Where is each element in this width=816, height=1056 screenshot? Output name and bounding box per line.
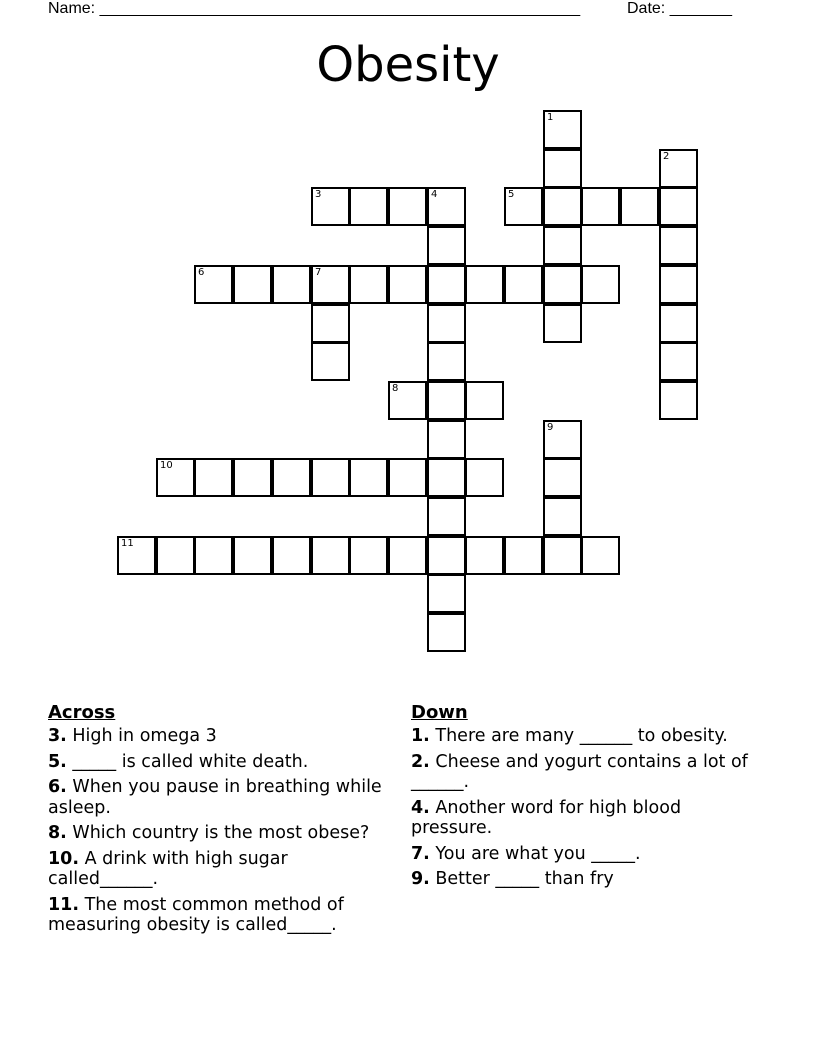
cell-number: 2 (663, 151, 670, 162)
clue-text: _____ is called white death. (66, 751, 309, 772)
grid-cell[interactable] (465, 265, 504, 304)
grid-cell[interactable] (311, 458, 350, 497)
grid-cell[interactable] (465, 536, 504, 575)
clue-number: 9. (411, 869, 430, 889)
clue-number: 10. (48, 848, 80, 869)
grid-cell[interactable] (659, 226, 698, 265)
grid-cell[interactable] (659, 149, 698, 188)
grid-cell[interactable] (349, 536, 388, 575)
grid-cell[interactable] (427, 342, 466, 381)
grid-cell[interactable] (156, 536, 195, 575)
across-heading: Across (48, 702, 116, 723)
grid-cell[interactable] (388, 187, 427, 226)
grid-cell[interactable] (504, 265, 543, 304)
clue-text: Another word for high blood pressure. (411, 797, 682, 838)
grid-cell[interactable] (581, 536, 620, 575)
grid-cell[interactable] (311, 187, 350, 226)
grid-cell[interactable] (427, 304, 466, 343)
grid-cell[interactable] (311, 304, 350, 343)
grid-cell[interactable] (194, 458, 233, 497)
grid-cell[interactable] (233, 536, 272, 575)
clue-number: 8. (48, 823, 67, 843)
grid-cell[interactable] (543, 265, 582, 304)
grid-cell[interactable] (543, 304, 582, 343)
clue-number: 2. (411, 751, 430, 772)
grid-cell[interactable] (233, 265, 272, 304)
down-clues (411, 702, 756, 895)
grid-cell[interactable] (465, 381, 504, 420)
grid-cell[interactable] (543, 187, 582, 226)
clue-number: 5. (48, 751, 67, 772)
grid-cell[interactable] (388, 536, 427, 575)
down-clue (411, 798, 756, 839)
clue-text: When you pause in breathing while asleep. (48, 777, 382, 818)
grid-cell[interactable] (465, 458, 504, 497)
clue-number: 11. (48, 894, 80, 915)
grid-cell[interactable] (427, 187, 466, 226)
grid-cell[interactable] (349, 458, 388, 497)
grid-cell[interactable] (427, 381, 466, 420)
grid-cell[interactable] (311, 536, 350, 575)
across-clue (48, 777, 393, 818)
grid-cell[interactable] (272, 458, 311, 497)
clue-text: Cheese and yogurt contains a lot of ______. (411, 751, 748, 792)
grid-cell[interactable] (543, 420, 582, 459)
grid-cell[interactable] (504, 187, 543, 226)
name-field: Name: ______________________________________________________ (48, 0, 581, 17)
grid-cell[interactable] (388, 381, 427, 420)
down-clue (411, 752, 756, 793)
across-clue (48, 849, 393, 890)
grid-cell[interactable] (620, 187, 659, 226)
clue-text: You are what you _____. (429, 843, 641, 864)
cell-number: 5 (508, 189, 515, 200)
grid-cell[interactable] (427, 458, 466, 497)
clue-number: 6. (48, 777, 67, 797)
cell-number: 4 (431, 189, 438, 200)
grid-cell[interactable] (659, 304, 698, 343)
grid-cell[interactable] (543, 226, 582, 265)
clue-number: 7. (411, 843, 430, 864)
grid-cell[interactable] (233, 458, 272, 497)
grid-cell[interactable] (156, 458, 195, 497)
grid-cell[interactable] (543, 536, 582, 575)
grid-cell[interactable] (581, 187, 620, 226)
cell-number: 8 (392, 383, 399, 394)
clue-text: Which country is the most obese? (66, 823, 370, 843)
clue-text: The most common method of measuring obesity is called_____. (48, 894, 344, 935)
grid-cell[interactable] (427, 536, 466, 575)
clue-text: There are many ______ to obesity. (429, 726, 728, 746)
down-clue (411, 844, 756, 865)
down-clue (411, 869, 756, 890)
grid-cell[interactable] (659, 381, 698, 420)
grid-cell[interactable] (427, 613, 466, 652)
grid-cell[interactable] (388, 458, 427, 497)
grid-cell[interactable] (659, 342, 698, 381)
cell-number: 9 (547, 422, 554, 433)
grid-cell[interactable] (427, 497, 466, 536)
clue-number: 3. (48, 726, 67, 746)
grid-cell[interactable] (388, 265, 427, 304)
grid-cell[interactable] (659, 265, 698, 304)
grid-cell[interactable] (427, 574, 466, 613)
down-heading: Down (411, 702, 468, 723)
grid-cell[interactable] (272, 265, 311, 304)
cell-number: 10 (160, 460, 173, 471)
grid-cell[interactable] (543, 110, 582, 149)
clue-text: Better _____ than fry (429, 869, 614, 889)
grid-cell[interactable] (349, 187, 388, 226)
grid-cell[interactable] (581, 265, 620, 304)
down-clue (411, 726, 756, 747)
grid-cell[interactable] (272, 536, 311, 575)
grid-cell[interactable] (117, 536, 156, 575)
cell-number: 11 (121, 538, 134, 549)
across-clue (48, 726, 393, 747)
grid-cell[interactable] (349, 265, 388, 304)
grid-cell[interactable] (311, 342, 350, 381)
cell-number: 6 (198, 267, 205, 278)
grid-cell[interactable] (543, 458, 582, 497)
across-clues (48, 702, 393, 941)
grid-cell[interactable] (543, 149, 582, 188)
cell-number: 3 (315, 189, 322, 200)
grid-cell[interactable] (543, 497, 582, 536)
page-title: Obesity (316, 37, 500, 93)
date-field: Date: _______ (627, 0, 732, 17)
grid-cell[interactable] (194, 536, 233, 575)
across-clue (48, 895, 393, 936)
clue-number: 4. (411, 797, 430, 818)
cell-number: 7 (315, 267, 322, 278)
grid-cell[interactable] (504, 536, 543, 575)
cell-number: 1 (547, 112, 554, 123)
clue-number: 1. (411, 726, 430, 746)
across-clue (48, 823, 393, 844)
grid-cell[interactable] (427, 420, 466, 459)
across-clue (48, 752, 393, 773)
clue-text: A drink with high sugar called______. (48, 848, 288, 889)
grid-cell[interactable] (427, 226, 466, 265)
grid-cell[interactable] (427, 265, 466, 304)
grid-cell[interactable] (659, 187, 698, 226)
grid-cell[interactable] (311, 265, 350, 304)
grid-cell[interactable] (194, 265, 233, 304)
clue-text: High in omega 3 (66, 726, 217, 746)
